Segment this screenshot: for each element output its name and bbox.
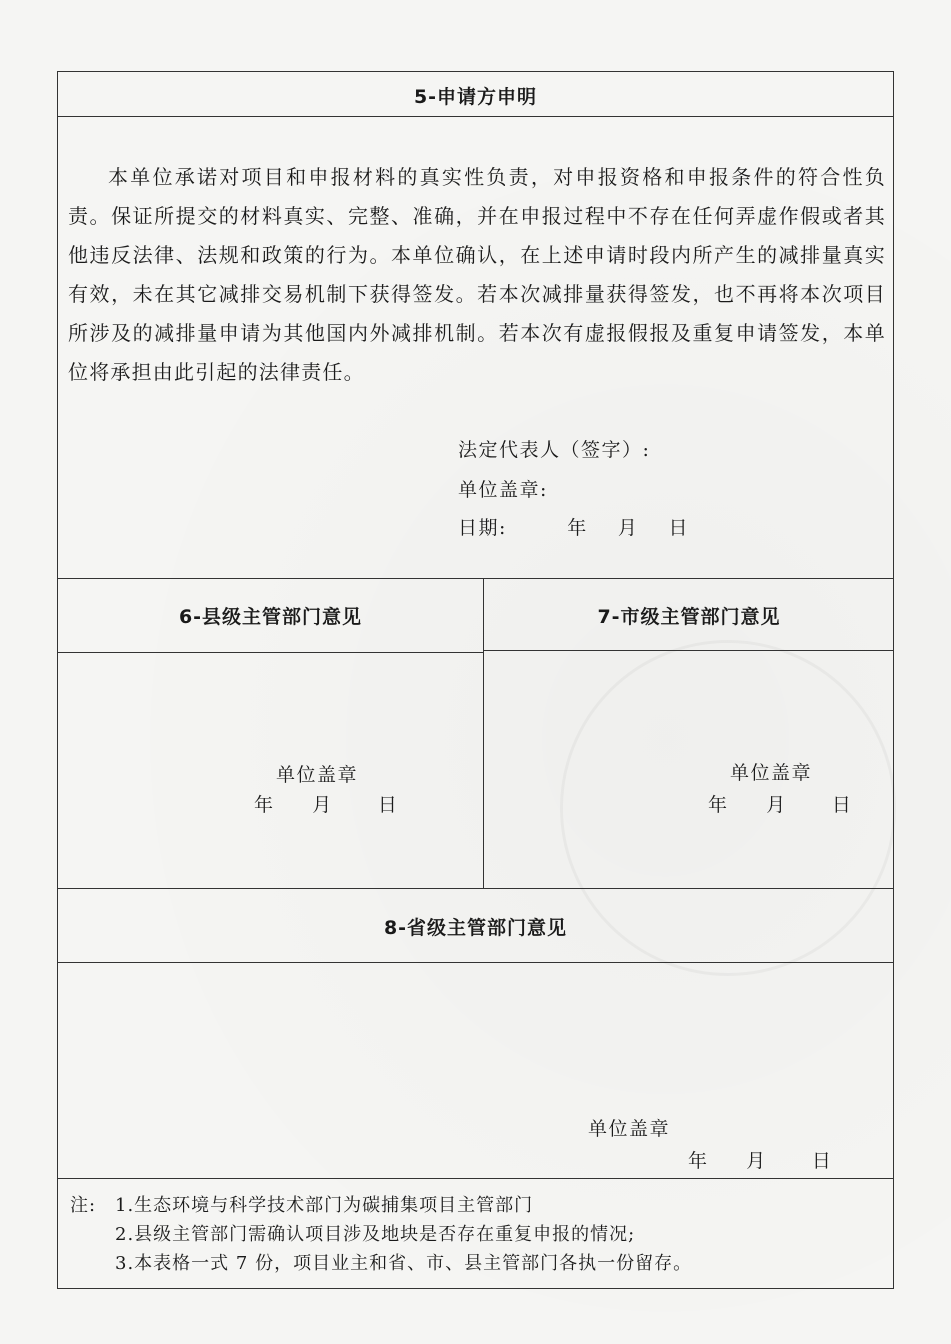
note-item: 2.县级主管部门需确认项目涉及地块是否存在重复申报的情况; <box>115 1224 636 1245</box>
section7-heading: 7-市级主管部门意见 <box>597 606 781 628</box>
province-date-label: 年 月 日 <box>688 1150 833 1172</box>
city-seal-label: 单位盖章 <box>730 762 813 784</box>
county-date-label: 年 月 日 <box>254 794 399 816</box>
city-date-label: 年 月 日 <box>708 794 853 816</box>
divider <box>58 962 893 963</box>
divider <box>58 578 893 579</box>
note-item: 1.生态环境与科学技术部门为碳捕集项目主管部门 <box>115 1195 534 1216</box>
declaration-form <box>57 71 894 1289</box>
divider <box>58 652 483 653</box>
legal-representative-signature-label: 法定代表人（签字）: <box>458 439 651 461</box>
province-seal-label: 单位盖章 <box>588 1118 671 1140</box>
notes-prefix: 注: <box>70 1195 97 1216</box>
divider <box>58 116 893 117</box>
note-item: 3.本表格一式 7 份，项目业主和省、市、县主管部门各执一份留存。 <box>115 1253 693 1274</box>
divider <box>58 1178 893 1179</box>
unit-seal-label: 单位盖章: <box>458 479 548 501</box>
section6-heading: 6-县级主管部门意见 <box>178 606 363 628</box>
declaration-text: 本单位承诺对项目和申报材料的真实性负责，对申报资格和申报条件的符合性负责。保证所提交的材料真实、完整、准确，并在申报过程中不存在任何弄虚作假或者其他违反法律、法规和政策的行为。本单位确认，在上述申请时段内所产生的减排量真实有效，未在其它减排交易机制下获得签发。若本次减排量获得签发，也不再将本次项目所涉及的减排量申请为其他国内外减排机制。若本次有虚报假报及重复申请签发，本单位将承担由此引起的法律责任。 <box>68 165 886 384</box>
divider <box>58 888 893 889</box>
divider <box>483 650 893 651</box>
section8-heading: 8-省级主管部门意见 <box>383 917 568 939</box>
date-label: 日期: 年 月 日 <box>458 517 690 539</box>
section5-heading: 5-申请方申明 <box>413 86 538 108</box>
county-seal-label: 单位盖章 <box>276 764 359 786</box>
